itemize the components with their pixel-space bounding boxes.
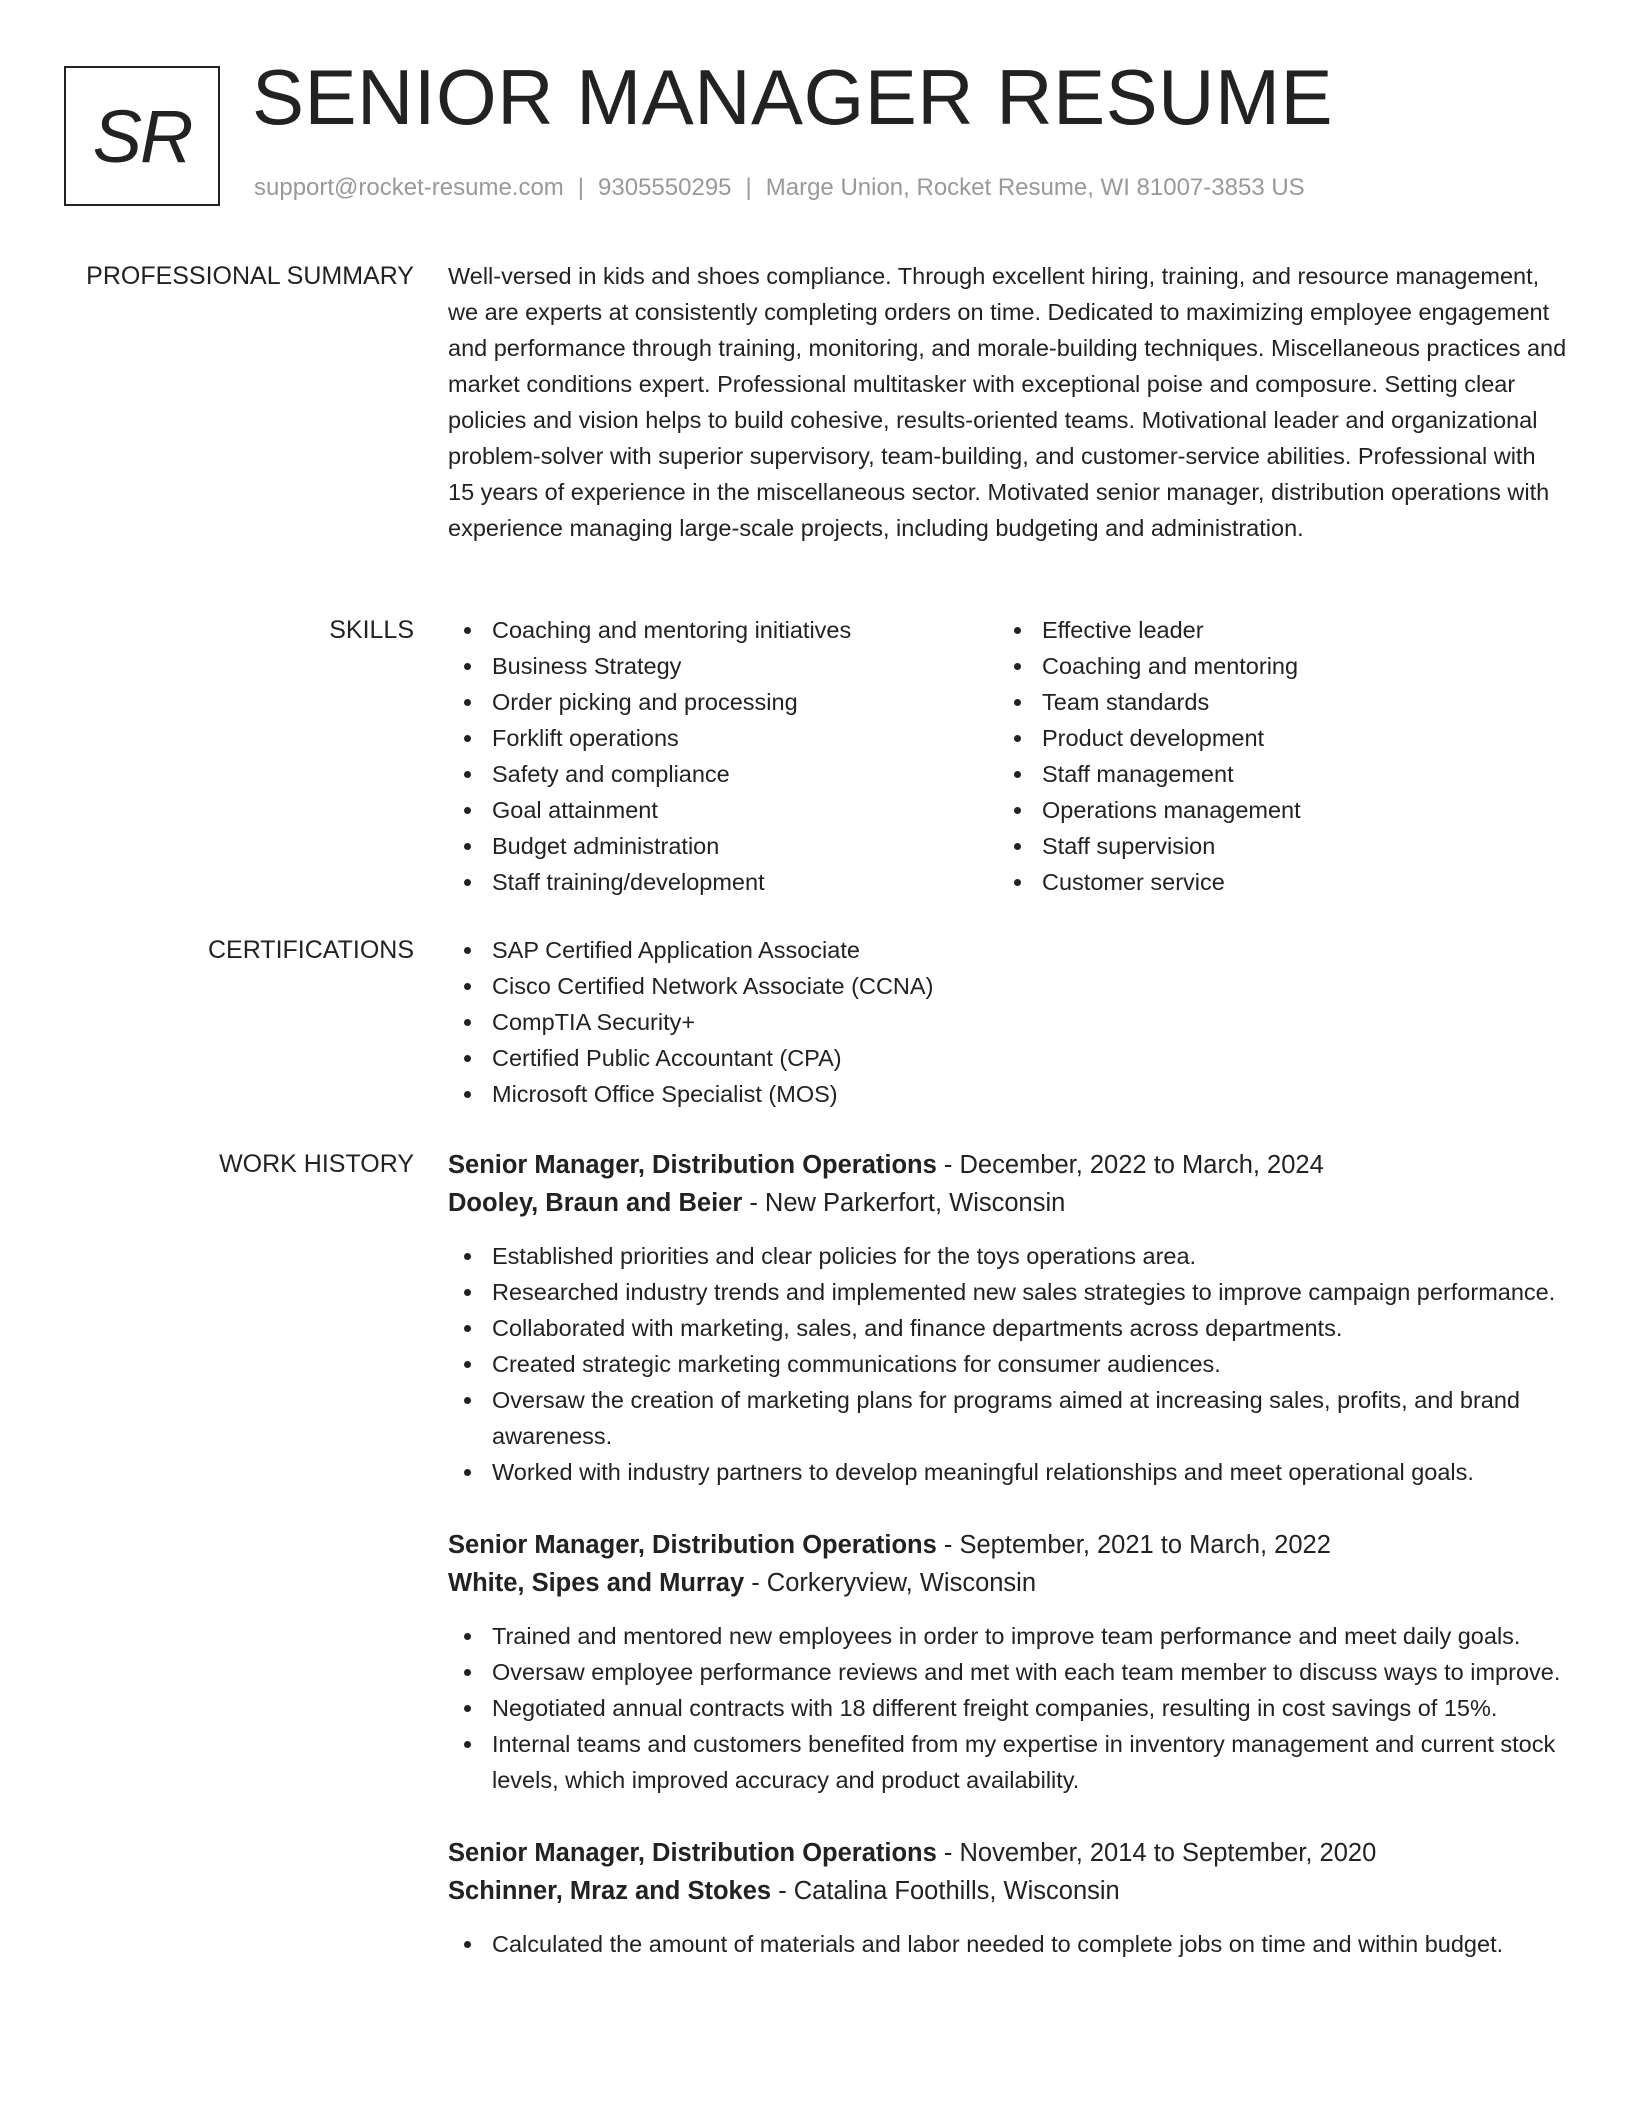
work-history-body xyxy=(448,1146,1568,1998)
job-entry xyxy=(448,1834,1568,1962)
skill-item: Staff management xyxy=(998,756,1548,792)
job-bullet: Oversaw the creation of marketing plans for programs aimed at increasing sales, profits, and brand awareness. xyxy=(448,1382,1568,1454)
contact-separator: | xyxy=(577,174,585,201)
job-bullet: Oversaw employee performance reviews and met with each team member to discuss ways to improve. xyxy=(448,1654,1568,1690)
skill-item: Order picking and processing xyxy=(448,684,998,720)
job-title-line xyxy=(448,1526,1568,1564)
contact-address: Marge Union, Rocket Resume, WI 81007-3853 US xyxy=(765,174,1305,201)
section-label-work-history: WORK HISTORY xyxy=(219,1150,414,1178)
skill-item: Operations management xyxy=(998,792,1548,828)
skill-item: Staff supervision xyxy=(998,828,1548,864)
job-location: - Catalina Foothills, Wisconsin xyxy=(771,1877,1120,1905)
skill-item: Goal attainment xyxy=(448,792,998,828)
skill-item: Business Strategy xyxy=(448,648,998,684)
resume-title: SENIOR MANAGER RESUME xyxy=(252,53,1333,141)
skill-item: Product development xyxy=(998,720,1548,756)
certification-item: Cisco Certified Network Associate (CCNA) xyxy=(448,968,1568,1004)
certifications-body xyxy=(448,932,1568,1112)
job-title: Senior Manager, Distribution Operations xyxy=(448,1151,937,1179)
job-bullet: Internal teams and customers benefited from my expertise in inventory management and current stock levels, which improved accuracy and product availability. xyxy=(448,1726,1568,1798)
certification-item: Certified Public Accountant (CPA) xyxy=(448,1040,1568,1076)
skill-item: Staff training/development xyxy=(448,864,998,900)
contact-phone[interactable]: 9305550295 xyxy=(598,174,732,201)
job-bullet: Created strategic marketing communications for consumer audiences. xyxy=(448,1346,1568,1382)
skill-item: Budget administration xyxy=(448,828,998,864)
skill-item: Team standards xyxy=(998,684,1548,720)
skills-list-right xyxy=(998,612,1548,900)
job-title-line xyxy=(448,1146,1568,1184)
certifications-list xyxy=(448,932,1568,1112)
job-bullet-list xyxy=(448,1926,1568,1962)
job-title: Senior Manager, Distribution Operations xyxy=(448,1839,937,1867)
summary-text: Well-versed in kids and shoes compliance. Through excellent hiring, training, and resource management, we are experts at consistently completing orders on time. Dedicated to maximizing employee engagement and performance through training, monitoring, and morale-building techniques. Miscellaneous practices and market conditions expert. Professional multitasker with exceptional poise and composure. Setting clear policies and vision helps to build cohesive, results-oriented teams. Motivational leader and organizational problem-solver with superior supervisory, team-building, and customer-service abilities. Professional with 15 years of experience in the miscellaneous sector. Motivated senior manager, distribution operations with experience managing large-scale projects, including budgeting and administration. xyxy=(448,263,1567,541)
contact-email[interactable]: support@rocket-resume.com xyxy=(254,174,564,201)
job-location: - New Parkerfort, Wisconsin xyxy=(742,1189,1066,1217)
job-bullet: Established priorities and clear policies for the toys operations area. xyxy=(448,1238,1568,1274)
contact-separator: | xyxy=(745,174,752,201)
summary-body xyxy=(448,258,1568,546)
job-bullet-list xyxy=(448,1238,1568,1490)
monogram-logo: SR xyxy=(64,66,220,206)
job-bullet: Trained and mentored new employees in order to improve team performance and meet daily goals. xyxy=(448,1618,1568,1654)
job-bullet-list xyxy=(448,1618,1568,1798)
job-company-line xyxy=(448,1184,1568,1222)
skill-item: Forklift operations xyxy=(448,720,998,756)
job-location: - Corkeryview, Wisconsin xyxy=(744,1569,1037,1597)
skill-item: Customer service xyxy=(998,864,1548,900)
skill-item: Safety and compliance xyxy=(448,756,998,792)
contact-line xyxy=(254,174,1305,202)
section-label-skills: SKILLS xyxy=(329,616,414,644)
job-dates: - September, 2021 to March, 2022 xyxy=(936,1531,1331,1559)
job-entry xyxy=(448,1146,1568,1490)
job-company: White, Sipes and Murray xyxy=(448,1569,745,1597)
job-bullet: Researched industry trends and implemented new sales strategies to improve campaign performance. xyxy=(448,1274,1568,1310)
skill-item: Coaching and mentoring initiatives xyxy=(448,612,998,648)
job-company: Dooley, Braun and Beier xyxy=(448,1189,743,1217)
job-company-line xyxy=(448,1872,1568,1910)
job-company-line xyxy=(448,1564,1568,1602)
skills-body xyxy=(448,612,1568,900)
certification-item: SAP Certified Application Associate xyxy=(448,932,1568,968)
job-bullet: Worked with industry partners to develop meaningful relationships and meet operational goals. xyxy=(448,1454,1568,1490)
job-bullet: Collaborated with marketing, sales, and finance departments across departments. xyxy=(448,1310,1568,1346)
job-title-line xyxy=(448,1834,1568,1872)
section-label-certifications: CERTIFICATIONS xyxy=(207,936,414,964)
section-label-summary: PROFESSIONAL SUMMARY xyxy=(86,262,414,290)
job-bullet: Negotiated annual contracts with 18 different freight companies, resulting in cost savings of 15%. xyxy=(448,1690,1568,1726)
certification-item: CompTIA Security+ xyxy=(448,1004,1568,1040)
job-dates: - December, 2022 to March, 2024 xyxy=(936,1151,1324,1179)
job-dates: - November, 2014 to September, 2020 xyxy=(936,1839,1377,1867)
skills-list-left xyxy=(448,612,998,900)
job-bullet: Calculated the amount of materials and labor needed to complete jobs on time and within budget. xyxy=(448,1926,1568,1962)
skill-item: Coaching and mentoring xyxy=(998,648,1548,684)
job-title: Senior Manager, Distribution Operations xyxy=(448,1531,937,1559)
job-entry xyxy=(448,1526,1568,1798)
job-company: Schinner, Mraz and Stokes xyxy=(448,1877,772,1905)
certification-item: Microsoft Office Specialist (MOS) xyxy=(448,1076,1568,1112)
skill-item: Effective leader xyxy=(998,612,1548,648)
